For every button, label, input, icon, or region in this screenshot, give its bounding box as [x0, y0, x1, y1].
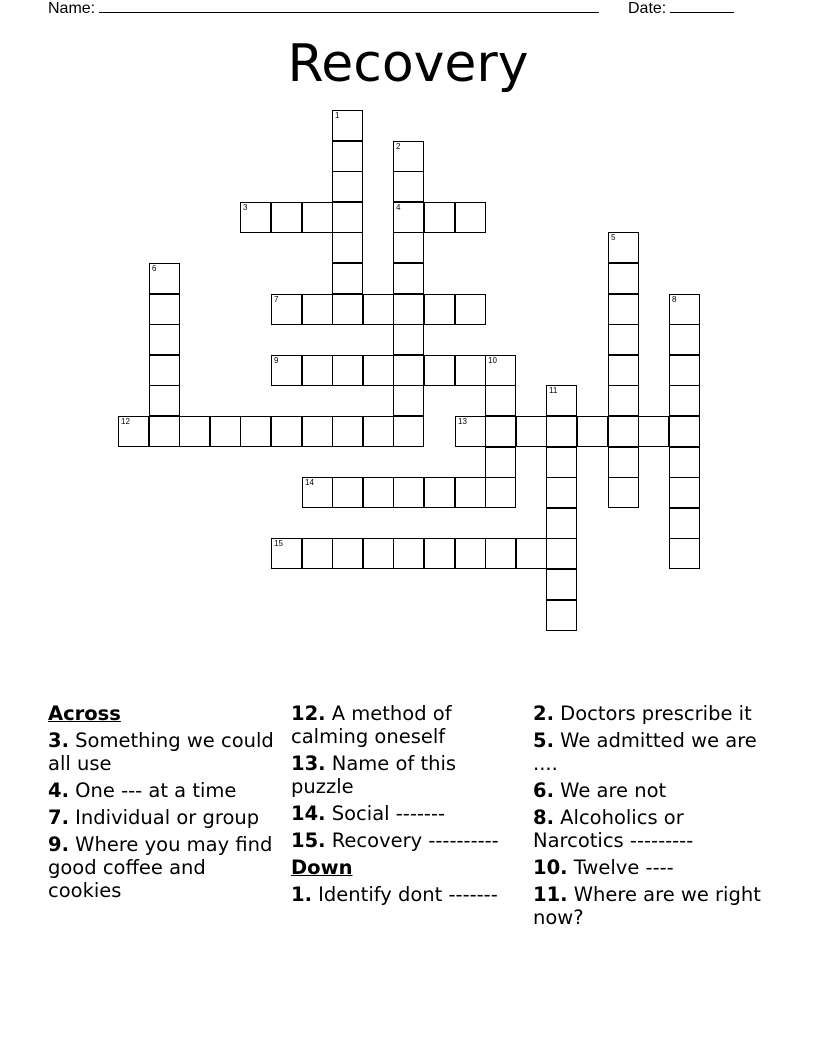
- clue-item: [48, 833, 278, 902]
- grid-cell[interactable]: [455, 202, 486, 233]
- grid-cell[interactable]: [149, 263, 180, 294]
- grid-cell[interactable]: [608, 355, 639, 386]
- puzzle-title: Recovery: [287, 34, 529, 94]
- grid-cell[interactable]: [393, 385, 424, 416]
- grid-cell[interactable]: [393, 538, 424, 569]
- grid-cell[interactable]: [271, 538, 302, 569]
- grid-cell[interactable]: [608, 232, 639, 263]
- grid-cell[interactable]: [485, 385, 516, 416]
- clue-item: [291, 702, 521, 748]
- grid-cell[interactable]: [393, 263, 424, 294]
- clue-item: [533, 856, 763, 879]
- grid-cell[interactable]: [149, 416, 180, 447]
- grid-cell[interactable]: [363, 477, 394, 508]
- grid-cell[interactable]: [332, 477, 363, 508]
- name-label: Name:: [48, 0, 96, 17]
- clue-text: One --- at a time: [68, 779, 237, 802]
- grid-cell[interactable]: [669, 447, 700, 478]
- clue-number: 12.: [291, 702, 326, 725]
- clue-text: We admitted we are ....: [533, 729, 757, 775]
- clue-number: 8.: [533, 806, 554, 829]
- clue-number: 2.: [533, 702, 554, 725]
- clue-text: Name of this puzzle: [291, 752, 457, 798]
- cell-number: 3: [243, 203, 248, 212]
- clue-text: Individual or group: [68, 806, 260, 829]
- grid-cell[interactable]: [393, 294, 424, 325]
- clue-item: [291, 883, 521, 906]
- grid-cell[interactable]: [210, 416, 241, 447]
- cell-number: 12: [121, 417, 130, 426]
- grid-cell[interactable]: [669, 538, 700, 569]
- clue-item: [291, 802, 521, 825]
- cell-number: 9: [274, 356, 279, 365]
- grid-cell[interactable]: [240, 202, 271, 233]
- grid-cell[interactable]: [149, 324, 180, 355]
- grid-cell[interactable]: [393, 355, 424, 386]
- grid-cell[interactable]: [424, 538, 455, 569]
- grid-cell[interactable]: [393, 477, 424, 508]
- cell-number: 5: [611, 233, 616, 242]
- clue-text: Recovery ----------: [325, 829, 499, 852]
- grid-cell[interactable]: [393, 141, 424, 172]
- grid-cell[interactable]: [608, 416, 639, 447]
- grid-cell[interactable]: [516, 416, 547, 447]
- clue-text: Identify dont -------: [311, 883, 498, 906]
- grid-cell[interactable]: [455, 416, 486, 447]
- grid-cell[interactable]: [363, 538, 394, 569]
- clue-number: 1.: [291, 883, 312, 906]
- clue-number: 7.: [48, 806, 69, 829]
- grid-cell[interactable]: [363, 416, 394, 447]
- grid-cell[interactable]: [302, 202, 333, 233]
- grid-cell[interactable]: [118, 416, 149, 447]
- grid-cell[interactable]: [669, 385, 700, 416]
- grid-cell[interactable]: [302, 294, 333, 325]
- grid-cell[interactable]: [179, 416, 210, 447]
- grid-cell[interactable]: [546, 416, 577, 447]
- grid-cell[interactable]: [393, 324, 424, 355]
- clue-text: Where are we right now?: [533, 883, 761, 929]
- clue-number: 15.: [291, 829, 326, 852]
- grid-cell[interactable]: [302, 477, 333, 508]
- grid-cell[interactable]: [302, 355, 333, 386]
- grid-cell[interactable]: [455, 355, 486, 386]
- clue-number: 9.: [48, 833, 69, 856]
- cell-number: 4: [396, 203, 401, 212]
- grid-cell[interactable]: [546, 600, 577, 631]
- grid-cell[interactable]: [485, 416, 516, 447]
- down-heading: Down: [291, 856, 353, 879]
- clue-number: 3.: [48, 729, 69, 752]
- grid-cell[interactable]: [302, 416, 333, 447]
- clue-text: A method of calming oneself: [291, 702, 452, 748]
- grid-cell[interactable]: [271, 416, 302, 447]
- clue-number: 4.: [48, 779, 69, 802]
- cell-number: 6: [152, 264, 157, 273]
- grid-cell[interactable]: [424, 294, 455, 325]
- clue-number: 6.: [533, 779, 554, 802]
- clue-item: [291, 829, 521, 852]
- cell-number: 10: [488, 356, 497, 365]
- grid-cell[interactable]: [455, 538, 486, 569]
- grid-cell[interactable]: [485, 447, 516, 478]
- clue-text: Social -------: [325, 802, 446, 825]
- grid-cell[interactable]: [546, 447, 577, 478]
- clue-item: [291, 752, 521, 798]
- grid-cell[interactable]: [546, 569, 577, 600]
- clue-column-2: [291, 702, 521, 910]
- grid-cell[interactable]: [393, 416, 424, 447]
- date-label: Date:: [628, 0, 667, 17]
- grid-cell[interactable]: [669, 477, 700, 508]
- grid-cell[interactable]: [577, 416, 608, 447]
- clue-item: [533, 806, 763, 852]
- grid-cell[interactable]: [332, 538, 363, 569]
- grid-cell[interactable]: [332, 202, 363, 233]
- grid-cell[interactable]: [455, 294, 486, 325]
- grid-cell[interactable]: [332, 263, 363, 294]
- clue-item: [533, 779, 763, 802]
- clue-text: Where you may find good coffee and cookies: [48, 833, 273, 902]
- cell-number: 14: [305, 478, 314, 487]
- grid-cell[interactable]: [332, 232, 363, 263]
- grid-cell[interactable]: [363, 355, 394, 386]
- grid-cell[interactable]: [332, 110, 363, 141]
- clue-item: [48, 806, 278, 829]
- clue-item: [533, 729, 763, 775]
- grid-cell[interactable]: [424, 355, 455, 386]
- clue-column-1: [48, 702, 278, 906]
- grid-cell[interactable]: [669, 355, 700, 386]
- grid-cell[interactable]: [608, 477, 639, 508]
- grid-cell[interactable]: [149, 355, 180, 386]
- grid-cell[interactable]: [485, 355, 516, 386]
- clue-item: [533, 702, 763, 725]
- grid-cell[interactable]: [546, 385, 577, 416]
- clue-text: Doctors prescribe it: [553, 702, 752, 725]
- grid-cell[interactable]: [608, 294, 639, 325]
- clue-number: 11.: [533, 883, 568, 906]
- clue-number: 10.: [533, 856, 568, 879]
- grid-cell[interactable]: [332, 141, 363, 172]
- cell-number: 11: [549, 386, 558, 395]
- grid-cell[interactable]: [608, 324, 639, 355]
- across-heading: Across: [48, 702, 121, 725]
- grid-cell[interactable]: [271, 294, 302, 325]
- grid-cell[interactable]: [393, 202, 424, 233]
- grid-cell[interactable]: [455, 477, 486, 508]
- grid-cell[interactable]: [332, 294, 363, 325]
- clue-item: [533, 883, 763, 929]
- cell-number: 7: [274, 295, 279, 304]
- clue-text: Alcoholics or Narcotics ---------: [533, 806, 694, 852]
- grid-cell[interactable]: [424, 477, 455, 508]
- grid-cell[interactable]: [149, 294, 180, 325]
- grid-cell[interactable]: [669, 508, 700, 539]
- grid-cell[interactable]: [638, 416, 669, 447]
- grid-cell[interactable]: [669, 416, 700, 447]
- grid-cell[interactable]: [424, 202, 455, 233]
- clue-text: Twelve ----: [567, 856, 674, 879]
- grid-cell[interactable]: [240, 416, 271, 447]
- clue-number: 5.: [533, 729, 554, 752]
- grid-cell[interactable]: [608, 447, 639, 478]
- grid-cell[interactable]: [608, 385, 639, 416]
- grid-cell[interactable]: [516, 538, 547, 569]
- clue-text: We are not: [553, 779, 667, 802]
- grid-cell[interactable]: [669, 294, 700, 325]
- cell-number: 8: [672, 295, 677, 304]
- clue-number: 14.: [291, 802, 326, 825]
- clue-number: 13.: [291, 752, 326, 775]
- grid-cell[interactable]: [485, 477, 516, 508]
- grid-cell[interactable]: [363, 294, 394, 325]
- grid-cell[interactable]: [669, 324, 700, 355]
- clue-column-3: [533, 702, 763, 933]
- clue-text: Something we could all use: [48, 729, 274, 775]
- grid-cell[interactable]: [546, 538, 577, 569]
- grid-cell[interactable]: [332, 355, 363, 386]
- grid-cell[interactable]: [608, 263, 639, 294]
- cell-number: 1: [335, 111, 340, 120]
- cell-number: 13: [458, 417, 467, 426]
- grid-cell[interactable]: [546, 508, 577, 539]
- cell-number: 15: [274, 539, 283, 548]
- grid-cell[interactable]: [332, 416, 363, 447]
- grid-cell[interactable]: [149, 385, 180, 416]
- grid-cell[interactable]: [271, 202, 302, 233]
- clue-item: [48, 729, 278, 775]
- grid-cell[interactable]: [393, 232, 424, 263]
- grid-cell[interactable]: [302, 538, 333, 569]
- grid-cell[interactable]: [393, 171, 424, 202]
- cell-number: 2: [396, 142, 401, 151]
- grid-cell[interactable]: [332, 171, 363, 202]
- clue-item: [48, 779, 278, 802]
- grid-cell[interactable]: [271, 355, 302, 386]
- grid-cell[interactable]: [546, 477, 577, 508]
- grid-cell[interactable]: [485, 538, 516, 569]
